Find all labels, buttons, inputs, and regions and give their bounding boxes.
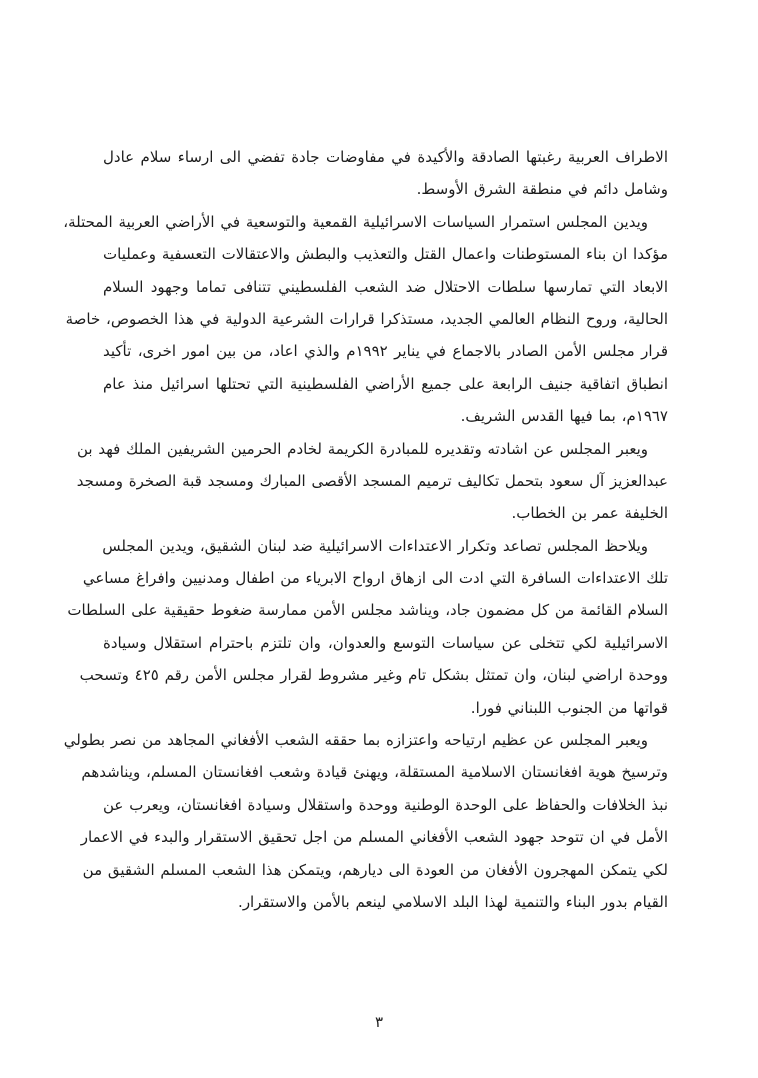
text-line: الاسرائيلية لكي تتخلى عن سياسات التوسع والعدوان، وان تلتزم باحترام استقلال وسيادة [103, 633, 668, 652]
text-line: نبذ الخلافات والحفاظ على الوحدة الوطنية ووحدة واستقلال وسيادة افغانستان، ويعرب عن [103, 795, 668, 814]
text-line: الخليفة عمر بن الخطاب. [511, 504, 668, 523]
text-line: ويعبر المجلس عن اشادته وتقديره للمبادرة الكريمة لخادم الحرمين الشريفين الملك فهد بن [76, 439, 648, 458]
text-line: السلام القائمة من كل مضمون جاد، ويناشد مجلس الأمن ممارسة ضغوط حقيقية على السلطات [67, 601, 668, 620]
text-line: الحالية، وروح النظام العالمي الجديد، مستذكرا قرارات الشرعية الدولية في هذا الخصوص، خاصة [65, 309, 668, 328]
text-line: الأمل في ان تتوحد جهود الشعب الأفغاني المسلم من اجل تحقيق الاستقرار والبدء في الاعمار [80, 828, 668, 847]
text-line: مؤكدا ان بناء المستوطنات واعمال القتل والتعذيب والبطش والاعتقالات التعسفية وعمليات [103, 245, 668, 264]
text-line: قواتها من الجنوب اللبناني فورا. [470, 698, 668, 717]
text-line: تلك الاعتداءات السافرة التي ادت الى ازهاق ارواح الابرياء من اطفال ومدنيين وافراغ مساعي [82, 569, 668, 588]
paragraph [103, 141, 668, 206]
text-line: قرار مجلس الأمن الصادر بالاجماع في يناير ١٩٩٢م والذي اعاد، من بين امور اخرى، تأكيد [103, 342, 668, 361]
paragraph [67, 530, 668, 724]
text-line: ويلاحظ المجلس تصاعد وتكرار الاعتداءات الاسرائيلية ضد لبنان الشقيق، ويدين المجلس [102, 536, 648, 555]
text-line: وشامل دائم في منطقة الشرق الأوسط. [416, 180, 668, 199]
text-line: ووحدة اراضي لبنان، وان تمتثل بشكل تام وغير مشروط لقرار مجلس الأمن رقم ٤٢٥ وتسحب [79, 666, 668, 685]
text-line: ويعبر المجلس عن عظيم ارتياحه واعتزازه بما حققه الشعب الأفغاني المجاهد من نصر بطولي [63, 731, 648, 750]
text-line: لكي يتمكن المهجرون الأفغان من العودة الى ديارهم، ويتمكن هذا الشعب المسلم الشقيق من [82, 860, 668, 879]
paragraph [63, 206, 668, 433]
text-line: الابعاد التي تمارسها سلطات الاحتلال ضد الشعب الفلسطيني تتنافى تماما وجهود السلام [103, 277, 668, 296]
text-line: عبدالعزيز آل سعود بتحمل تكاليف ترميم المسجد الأقصى المبارك ومسجد قبة الصخرة ومسجد [76, 471, 668, 490]
text-line: الاطراف العربية رغبتها الصادقة والأكيدة في مفاوضات جادة تفضي الى ارساء سلام عادل [103, 148, 668, 166]
paragraph [76, 433, 668, 530]
document-body [63, 141, 668, 918]
text-line: وترسيخ هوية افغانستان الاسلامية المستقلة، ويهنئ قيادة وشعب افغانستان المسلم، ويناشدهم [81, 763, 668, 782]
text-line: القيام بدور البناء والتنمية لهذا البلد الاسلامي لينعم بالأمن والاستقرار. [238, 892, 668, 911]
paragraph [63, 724, 668, 918]
page-number: ٣ [374, 1013, 384, 1031]
text-line: ١٩٦٧م، بما فيها القدس الشريف. [460, 407, 668, 426]
text-line: انطباق اتفاقية جنيف الرابعة على جميع الأراضي الفلسطينية التي تحتلها اسرائيل منذ عام [103, 374, 668, 393]
text-line: ويدين المجلس استمرار السياسات الاسرائيلية القمعية والتوسعية في الأراضي العربية المحتلة، [63, 212, 648, 231]
